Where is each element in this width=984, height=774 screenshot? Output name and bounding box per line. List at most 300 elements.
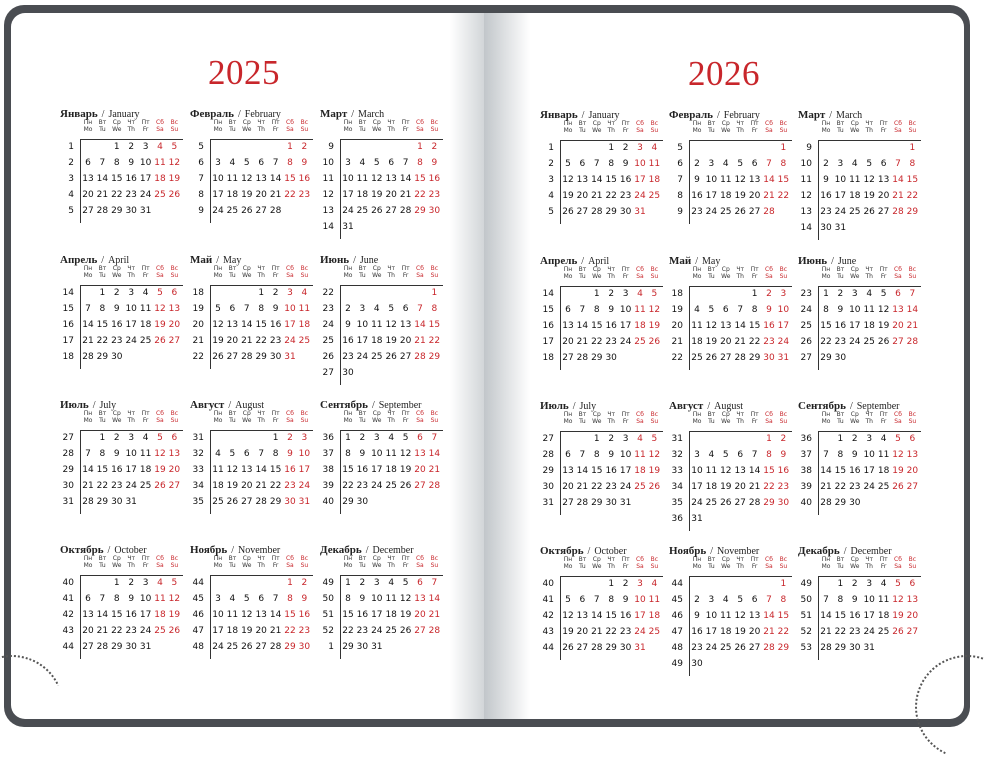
day-cell: 5 [651,434,658,444]
weekday-label-ru: Ср [721,411,730,418]
day-cell: 22 [748,337,761,347]
month-name-ru: Ноябрь [190,544,228,556]
title-separator: / [101,255,105,266]
week-number: 12 [322,190,334,200]
weekday-label-ru: Сб [765,266,773,273]
day-cell: 30 [298,642,311,652]
weekday-label-ru: Вс [430,265,439,272]
weekday-label-en: Tu [837,418,844,425]
day-cell: 25 [877,482,890,492]
day-cell: 31 [634,207,646,217]
weekday-header [833,266,847,280]
month-block [60,250,184,368]
day-cell: 4 [215,449,221,459]
day-cell: 6 [751,159,758,169]
day-cell: 2 [608,434,615,444]
day-cell: 4 [866,289,873,299]
week-number: 8 [198,190,204,200]
week-number: 10 [322,158,334,168]
weekday-label-en: Su [170,562,179,569]
weekday-header [240,555,254,569]
day-cell: 5 [722,450,729,460]
weekday-header [124,410,138,424]
day-cell: 20 [748,191,761,201]
day-cell: 7 [99,158,106,168]
week-number: 37 [800,450,812,460]
day-cell: 21 [576,337,589,347]
weekday-label-en: Th [257,272,265,279]
day-cell: 2 [851,579,858,589]
day-cell: 21 [763,627,775,637]
month-name-en: August [235,400,265,411]
month-block [320,250,444,384]
weekday-label-ru: Пн [343,555,353,562]
day-cell: 21 [591,627,603,637]
weekday-header [748,266,762,280]
day-cell: 12 [399,594,412,604]
week-number: 19 [671,305,683,315]
weekday-header [413,265,427,279]
weekday-label-ru: Пн [563,556,573,563]
day-cell: 31 [634,643,646,653]
day-cell: 14 [906,305,919,315]
weekday-label-en: Fr [142,562,149,569]
weekday-label-en: Su [650,273,659,280]
day-cell: 1 [837,434,844,444]
weekday-header [819,411,833,425]
day-cell: 16 [691,191,703,201]
day-cell: 4 [359,158,366,168]
day-cell: 1 [780,579,787,589]
day-cell: 7 [272,594,279,604]
day-cell: 15 [414,174,426,184]
day-cell: 17 [356,336,369,346]
weekday-label-ru: Сб [156,119,164,126]
weekday-label-en: Mo [83,272,93,279]
day-cell: 4 [373,304,380,314]
weekday-label-ru: Вт [228,265,237,272]
weekday-label-ru: Сб [286,119,294,126]
day-cell: 19 [863,191,875,201]
title-separator: / [216,255,220,266]
day-cell: 19 [154,320,166,330]
day-cell: 20 [720,337,732,347]
day-cell: 3 [866,434,873,444]
weekday-header [399,265,413,279]
day-cell: 14 [255,465,267,475]
title-separator: / [581,256,585,267]
day-cell: 30 [356,642,369,652]
weekday-header [690,120,704,134]
weekday-header [719,411,733,425]
day-cell: 18 [385,610,397,620]
day-cell: 25 [226,642,239,652]
weekday-label-ru: Вс [650,556,659,563]
day-cell: 24 [371,626,383,636]
weekday-label-ru: Пт [141,555,150,562]
day-cell: 9 [345,320,351,330]
title-separator: / [237,109,241,120]
day-cell: 25 [139,481,152,491]
day-cell: 30 [125,206,137,216]
week-number: 38 [800,466,812,476]
week-number: 18 [192,288,204,298]
title-separator: / [101,109,105,120]
weekday-label-en: Th [257,417,265,424]
weekday-label-en: Mo [83,417,93,424]
weekday-label-ru: Вс [779,120,788,127]
weekday-header [427,410,441,424]
day-cell: 2 [766,289,772,299]
weekday-label-ru: Пт [271,555,280,562]
day-cell: 8 [345,594,351,604]
day-cell: 12 [863,175,875,185]
weekday-header [269,119,283,133]
weekday-label-en: Sa [416,562,424,569]
week-number: 40 [542,579,554,589]
weekday-header [355,265,369,279]
day-cell: 15 [906,175,919,185]
week-number: 18 [62,352,74,362]
weekday-header [905,120,919,134]
weekday-label-ru: Вс [779,411,788,418]
weekday-label-en: We [850,418,860,425]
day-cell: 13 [385,174,397,184]
day-cell: 24 [139,626,152,636]
day-cell: 20 [385,190,397,200]
day-cell: 14 [763,175,775,185]
weekday-label-ru: Пн [213,555,223,562]
day-cell: 28 [734,353,746,363]
day-cell: 22 [342,481,354,491]
weekday-header [877,411,891,425]
weekday-label-en: Tu [708,418,715,425]
weekday-label-ru: Чт [127,410,135,417]
day-cell: 13 [255,610,267,620]
weekday-label-en: Fr [622,418,629,425]
month-name-en: December [850,546,892,557]
day-cell: 8 [593,450,600,460]
day-cell: 31 [777,353,790,363]
day-cell: 25 [863,337,875,347]
day-cell: 5 [708,305,715,315]
weekday-label-ru: Ср [242,410,251,417]
month-block [190,395,314,513]
day-cell: 2 [113,288,120,298]
day-cell: 19 [385,336,397,346]
day-cell: 9 [622,595,629,605]
day-cell: 9 [301,594,308,604]
weekday-header [819,120,833,134]
day-cell: 18 [720,627,732,637]
day-cell: 4 [694,305,700,315]
weekday-header [81,119,95,133]
week-number: 46 [671,611,683,621]
day-cell: 10 [849,305,861,315]
week-number: 34 [192,481,204,491]
weekday-header [95,119,109,133]
weekday-label-en: Mo [213,126,223,133]
week-number: 2 [548,159,554,169]
weekday-label-ru: Чт [865,411,873,418]
weekday-label-en: Fr [880,273,887,280]
title-separator: / [581,110,585,121]
week-number: 33 [671,466,683,476]
day-cell: 2 [113,433,120,443]
weekday-header [848,556,862,570]
day-cell: 17 [284,320,296,330]
weekday-header [167,555,181,569]
day-cell: 21 [241,336,253,346]
weekday-label-ru: Пн [343,410,353,417]
weekday-label-en: Tu [579,563,586,570]
header-rule [818,576,921,577]
weekday-label-ru: Сб [156,265,164,272]
weekday-header [211,410,225,424]
weekday-header [877,120,891,134]
weekday-label-en: We [372,126,382,133]
week-number: 42 [62,610,74,620]
month-name-ru: Август [190,399,225,411]
day-cell: 28 [906,337,919,347]
weekday-header [905,411,919,425]
month-block [190,104,314,222]
weekday-label-en: Fr [402,562,409,569]
day-cell: 3 [637,579,643,589]
day-cell: 8 [417,158,423,168]
weekday-label-en: Su [779,127,788,134]
week-number: 12 [800,191,812,201]
day-cell: 10 [342,174,354,184]
day-cell: 13 [906,450,919,460]
day-cell: 20 [906,466,919,476]
weekday-label-en: Su [908,563,917,570]
weekday-label-ru: Пт [750,120,759,127]
day-cell: 27 [906,627,919,637]
week-number: 31 [192,433,204,443]
day-cell: 29 [96,497,109,507]
day-cell: 12 [241,610,253,620]
month-block [798,251,922,369]
day-cell: 8 [780,159,787,169]
header-rule [210,575,313,576]
week-number: 22 [671,353,683,363]
day-cell: 12 [168,594,181,604]
weekday-label-ru: Пн [83,265,93,272]
day-cell: 8 [272,449,279,459]
weekday-label-en: Sa [156,562,164,569]
weekday-header [370,265,384,279]
day-cell: 21 [820,627,832,637]
weekday-header [575,266,589,280]
day-cell: 16 [269,320,282,330]
day-cell: 25 [877,627,890,637]
weekday-label-en: We [850,127,860,134]
weekday-header [399,119,413,133]
day-cell: 30 [763,353,775,363]
weekday-label-en: Mo [692,563,702,570]
day-cell: 26 [734,643,746,653]
week-number: 49 [322,578,334,588]
day-cell: 9 [113,304,120,314]
day-cell: 16 [691,627,703,637]
weekday-label-ru: Вт [836,556,845,563]
weekday-label-en: Tu [99,126,106,133]
weekday-label-en: Su [779,273,788,280]
day-cell: 28 [82,497,94,507]
day-cell: 7 [895,159,901,169]
day-cell: 2 [608,289,615,299]
day-cell: 27 [414,481,426,491]
day-cell: 22 [777,627,790,637]
day-cell: 9 [823,175,829,185]
weekday-label-ru: Вт [98,555,107,562]
weekday-label-ru: Ср [242,265,251,272]
weekday-label-en: Su [908,273,917,280]
day-cell: 3 [301,433,308,443]
weekday-label-ru: Вт [707,120,716,127]
weekday-label-en: We [242,272,252,279]
week-number: 41 [542,595,554,605]
weekday-header [704,411,718,425]
day-cell: 21 [906,321,919,331]
weekday-label-ru: Пн [213,410,223,417]
day-cell: 16 [284,465,296,475]
weekday-header [225,119,239,133]
day-cell: 9 [622,159,629,169]
month-name-en: July [579,401,597,412]
day-cell: 26 [863,207,875,217]
weekday-header [819,556,833,570]
day-cell: 8 [608,159,615,169]
weekday-header [590,411,604,425]
day-cell: 19 [562,191,574,201]
day-cell: 1 [113,578,120,588]
weekday-label-ru: Чт [127,555,135,562]
month-block [798,541,922,659]
day-cell: 4 [388,578,395,588]
day-cell: 3 [373,433,380,443]
weekday-label-en: Th [127,126,135,133]
weekday-label-ru: Вс [300,555,309,562]
weekday-label-ru: Вт [98,410,107,417]
day-cell: 15 [834,466,847,476]
weekday-label-en: Th [865,127,873,134]
weekday-label-en: Su [650,127,659,134]
day-cell: 21 [82,336,94,346]
day-cell: 7 [823,450,829,460]
day-cell: 22 [834,627,847,637]
header-rule [340,285,443,286]
day-cell: 4 [708,450,715,460]
day-cell: 25 [648,191,661,201]
day-cell: 14 [428,449,441,459]
week-number: 36 [800,434,812,444]
weekday-header [110,555,124,569]
weekday-label-ru: Сб [765,411,773,418]
weekday-label-en: Tu [99,562,106,569]
day-cell: 27 [734,498,746,508]
day-cell: 22 [255,336,267,346]
weekday-label-en: Th [736,127,744,134]
day-cell: 16 [777,466,790,476]
day-cell: 10 [619,450,632,460]
weekday-header [355,119,369,133]
week-number: 52 [322,626,334,636]
day-cell: 6 [880,159,887,169]
week-number: 22 [192,352,204,362]
weekday-label-en: Fr [880,563,887,570]
day-cell: 6 [258,594,265,604]
day-cell: 6 [737,450,744,460]
month-name-ru: Январь [540,109,578,121]
weekday-label-en: Tu [99,417,106,424]
day-cell: 1 [345,578,351,588]
day-cell: 26 [705,353,718,363]
day-cell: 9 [431,158,438,168]
day-cell: 28 [763,643,775,653]
weekday-label-en: Th [387,562,395,569]
day-cell: 23 [298,626,311,636]
title-separator: / [716,110,720,121]
day-cell: 15 [834,611,847,621]
day-cell: 7 [431,578,438,588]
header-rule [560,140,663,141]
header-rule [210,139,313,140]
day-cell: 4 [651,579,658,589]
day-cell: 16 [820,191,832,201]
weekday-label-ru: Вс [170,410,179,417]
weekday-label-en: Tu [708,563,715,570]
day-cell: 25 [226,206,239,216]
weekday-label-ru: Пт [271,265,280,272]
day-cell: 15 [777,175,790,185]
day-cell: 25 [356,206,369,216]
weekday-header [355,555,369,569]
day-cell: 1 [99,433,106,443]
weekday-label-ru: Сб [765,120,773,127]
weekday-label-ru: Пн [83,555,93,562]
day-cell: 21 [96,626,109,636]
day-cell: 21 [399,190,412,200]
weekday-header [384,410,398,424]
month-name-en: May [223,255,242,266]
day-cell: 15 [255,320,267,330]
day-cell: 14 [748,466,761,476]
weekday-label-ru: Сб [636,266,644,273]
weekday-header [427,265,441,279]
week-number: 16 [62,320,74,330]
weekday-header [240,119,254,133]
weekday-label-en: Su [779,418,788,425]
day-cell: 16 [834,321,847,331]
day-cell: 14 [96,610,109,620]
day-cell: 14 [820,611,832,621]
month-name-ru: Февраль [190,108,234,120]
weekday-header [153,555,167,569]
day-cell: 13 [168,449,181,459]
weekday-label-en: We [112,126,122,133]
day-cell: 11 [298,304,311,314]
day-cell: 28 [82,352,94,362]
weekday-header [254,265,268,279]
weekday-header [81,555,95,569]
day-cell: 5 [243,158,250,168]
day-cell: 17 [834,191,847,201]
weekday-header [283,555,297,569]
day-cell: 25 [154,190,166,200]
week-number: 20 [192,320,204,330]
